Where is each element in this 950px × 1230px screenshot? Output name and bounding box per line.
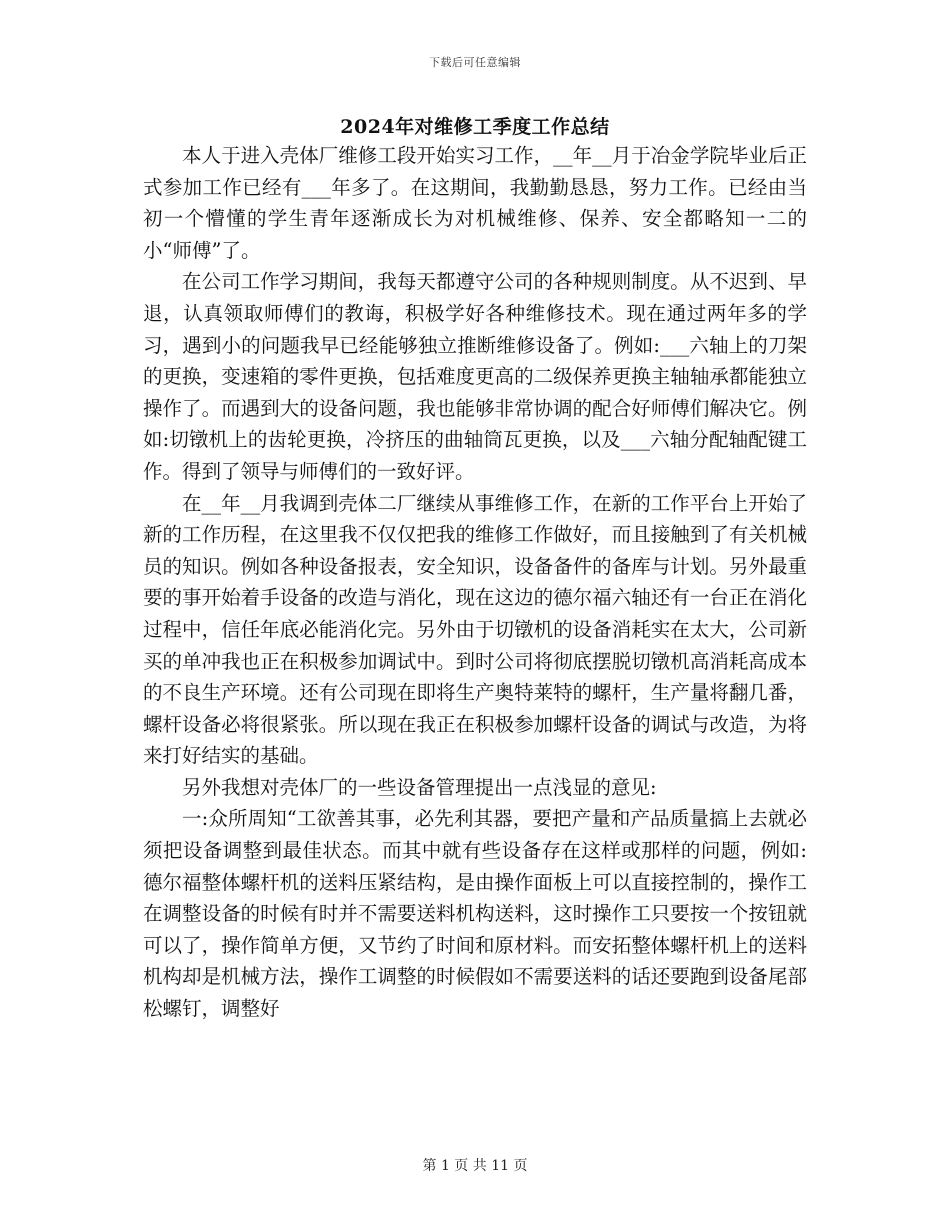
paragraph: 一:众所周知“工欲善其事，必先利其器，要把产量和产品质量搞上去就必须把设备调整到最佳状态。而其中就有些设备存在这样或那样的问题，例如:德尔福整体螺杆机的送料压紧结构，是由操作面板上可以直接控制的，操作工在调整设备的时候有时并不需要送料机构送料，这时操作工只要按一个按钮就可以了，操作简单方便，又节约了时间和原材料。而安拓整体螺杆机上的送料机构却是机械方法，操作工调整的时候假如不需要送料的话还要跑到设备尾部松螺钉，调整好 — [143, 807, 807, 1021]
paragraph: 另外我想对壳体厂的一些设备管理提出一点浅显的意见: — [182, 775, 657, 799]
document-title: 2024年对维修工季度工作总结 — [340, 116, 610, 138]
paragraph: 本人于进入壳体厂维修工段开始实习工作，__年__月于冶金学院毕业后正式参加工作已经有___年多了。在这期间，我勤勤恳恳，努力工作。已经由当初一个懵懂的学生青年逐渐成长为对机械维修、保养、安全都略知一二的小“师傅”了。 — [143, 144, 807, 262]
document-body — [143, 140, 807, 1025]
paragraph: 在公司工作学习期间，我每天都遵守公司的各种规则制度。从不迟到、早退，认真领取师傅们的教诲，积极学好各种维修技术。现在通过两年多的学习，遇到小的问题我早已经能够独立推断维修设备了。例如:___六轴上的刀架的更换，变速箱的零件更换，包括难度更高的二级保养更换主轴轴承都能独立操作了。而遇到大的设备问题，我也能够非常协调的配合好师傅们解决它。例如:切镦机上的齿轮更换，冷挤压的曲轴筒瓦更换，以及___六轴分配轴配键工作。得到了领导与师傅们的一致好评。 — [143, 270, 807, 483]
page-number: 第 1 页 共 11 页 — [422, 1158, 528, 1174]
paragraph: 在__年__月我调到壳体二厂继续从事维修工作，在新的工作平台上开始了新的工作历程，在这里我不仅仅把我的维修工作做好，而且接触到了有关机械员的知识。例如各种设备报表，安全知识，设备备件的备库与计划。另外最重要的事开始着手设备的改造与消化，现在这边的德尔福六轴还有一台正在消化过程中，信任年底必能消化完。另外由于切镦机的设备消耗实在太大，公司新买的单冲我也正在积极参加调试中。到时公司将彻底摆脱切镦机高消耗高成本的不良生产环境。还有公司现在即将生产奥特莱特的螺杆，生产量将翻几番，螺杆设备必将很紧张。所以现在我正在积极参加螺杆设备的调试与改造，为将来打好结实的基础。 — [143, 491, 807, 768]
header-note: 下载后可任意编辑 — [429, 56, 521, 69]
